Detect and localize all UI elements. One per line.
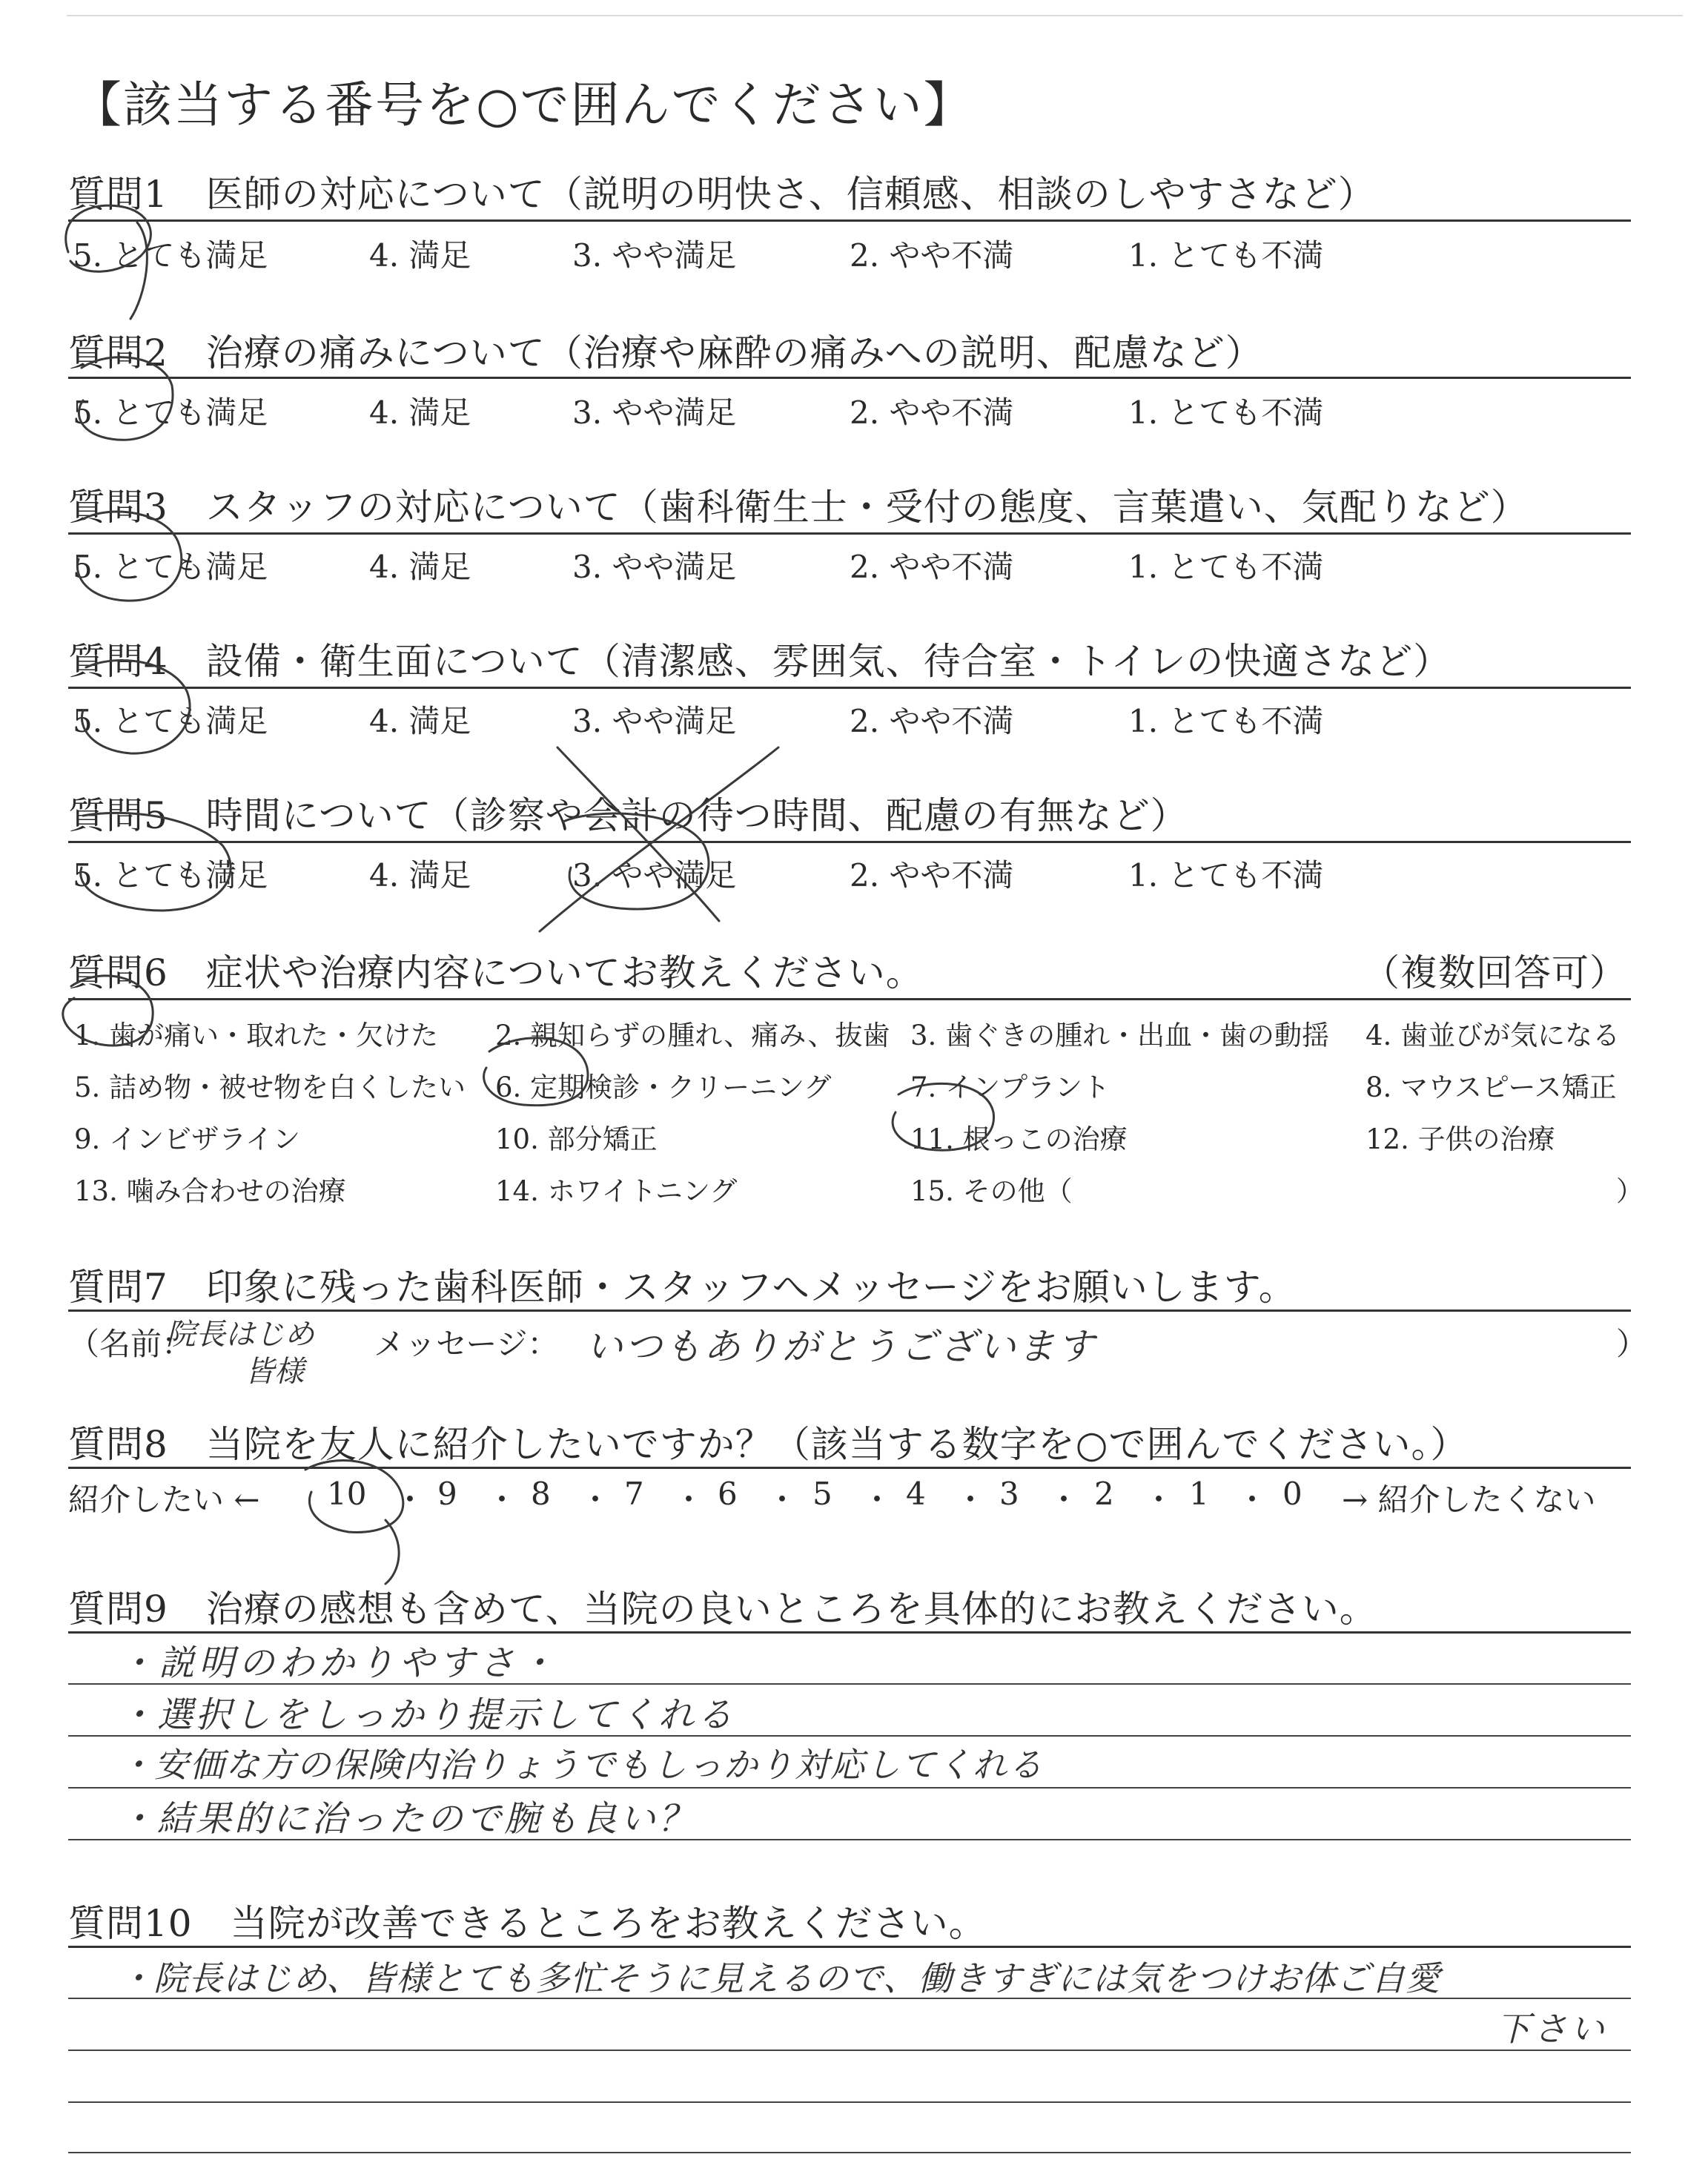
q5-option-2[interactable]: 2. やや不満 [850, 857, 1014, 894]
q5-option-1[interactable]: 1. とても不満 [1128, 857, 1324, 894]
question-10-title: 質問10 当院が改善できるところをお教えください。 [68, 1902, 987, 1945]
q2-option-3[interactable]: 3. やや満足 [572, 394, 737, 431]
q4-option-5[interactable]: 5. とても満足 [73, 703, 268, 739]
q6-item-9[interactable]: 9. インビザライン [74, 1123, 300, 1155]
q5-crossout-x [540, 747, 778, 931]
q3-option-5[interactable]: 5. とても満足 [73, 549, 268, 585]
question-2-title: 質問2 治療の痛みについて（治療や麻酔の痛みへの説明、配慮など） [68, 331, 1263, 374]
question-9-title: 質問9 治療の感想も含めて、当院の良いところを具体的にお教えください。 [68, 1588, 1377, 1631]
q7-name-handwritten-line2: 皆様 [245, 1355, 304, 1389]
q9-answer-2: ・選択しをしっかり提示してくれる [119, 1694, 736, 1736]
q7-name-label: （名前： [68, 1326, 193, 1362]
q8-scale-8[interactable]: 8 [531, 1476, 551, 1512]
q2-option-1[interactable]: 1. とても不満 [1128, 394, 1324, 431]
q1-option-3[interactable]: 3. やや満足 [572, 237, 737, 274]
q8-scale-2[interactable]: 2 [1094, 1476, 1114, 1512]
q8-dot: ・ [767, 1482, 798, 1518]
question-7-title: 質問7 印象に残った歯科医師・スタッフへメッセージをお願いします。 [68, 1266, 1297, 1309]
q1-option-5[interactable]: 5. とても満足 [73, 237, 268, 274]
q2-option-5[interactable]: 5. とても満足 [73, 394, 268, 431]
q8-dot: ・ [1143, 1482, 1175, 1518]
question-8-title: 質問8 当院を友人に紹介したいですか？（該当する数字を○で囲んでください。） [68, 1423, 1469, 1466]
q8-right-label: → 紹介したくない [1342, 1482, 1596, 1518]
q1-option-1[interactable]: 1. とても不満 [1128, 237, 1324, 274]
q4-option-2[interactable]: 2. やや不満 [850, 703, 1014, 739]
q6-item-3[interactable]: 3. 歯ぐきの腫れ・出血・歯の動揺 [910, 1020, 1330, 1051]
q10-answer-line [68, 2101, 1631, 2103]
q6-item-7[interactable]: 7. インプラント [910, 1071, 1110, 1103]
q5-option-4[interactable]: 4. 満足 [369, 857, 471, 894]
q8-dot: ・ [955, 1482, 987, 1518]
question-8-rule [68, 1467, 1631, 1469]
q8-scale-3[interactable]: 3 [999, 1476, 1019, 1512]
q8-dot: ・ [861, 1482, 893, 1518]
q8-dot: ・ [1048, 1482, 1080, 1518]
question-5-rule [68, 841, 1631, 843]
q7-message-handwritten: いつもありがとうございます [586, 1325, 1096, 1368]
q6-item-8[interactable]: 8. マウスピース矯正 [1366, 1071, 1617, 1103]
q10-answer-line [68, 2152, 1631, 2153]
q10-answer-line1: ・院長はじめ、皆様とても多忙そうに見えるので、働きすぎには気をつけお体ご自愛 [119, 1958, 1441, 1998]
q3-option-2[interactable]: 2. やや不満 [850, 549, 1014, 585]
q10-answer-line [68, 2050, 1631, 2051]
q7-name-handwritten-line1: 院長はじめ [166, 1318, 314, 1352]
question-2-rule [68, 377, 1631, 379]
q6-item-6[interactable]: 6. 定期検診・クリーニング [495, 1071, 832, 1103]
question-3-rule [68, 532, 1631, 535]
q6-item-1[interactable]: 1. 歯が痛い・取れた・欠けた [74, 1020, 439, 1051]
q9-answer-3: ・安価な方の保険内治りょうでもしっかり対応してくれる [119, 1745, 1044, 1785]
q8-scale-1[interactable]: 1 [1189, 1476, 1209, 1512]
q3-option-4[interactable]: 4. 満足 [369, 549, 471, 585]
question-10-rule [68, 1946, 1631, 1948]
q8-scale-9[interactable]: 9 [437, 1476, 457, 1512]
page-header: 【該当する番号を○で囲んでください】 [73, 76, 974, 133]
q2-option-2[interactable]: 2. やや不満 [850, 394, 1014, 431]
q10-answer-line2: 下さい [1496, 2009, 1607, 2049]
q6-other-close-paren: ） [1616, 1175, 1644, 1207]
q6-item-10[interactable]: 10. 部分矯正 [495, 1123, 658, 1155]
q6-item-4[interactable]: 4. 歯並びが気になる [1366, 1020, 1621, 1051]
q7-close-paren: ） [1616, 1326, 1648, 1362]
q8-scale-6[interactable]: 6 [718, 1476, 738, 1512]
q1-option-4[interactable]: 4. 満足 [369, 237, 471, 274]
question-9-rule [68, 1631, 1631, 1634]
q8-dot: ・ [394, 1482, 426, 1518]
q6-item-14[interactable]: 14. ホワイトニング [495, 1175, 738, 1207]
q6-item-11[interactable]: 11. 根っこの治療 [910, 1123, 1128, 1155]
q8-scale-0[interactable]: 0 [1282, 1476, 1302, 1512]
q3-option-3[interactable]: 3. やや満足 [572, 549, 737, 585]
q4-option-3[interactable]: 3. やや満足 [572, 703, 737, 739]
q3-option-1[interactable]: 1. とても不満 [1128, 549, 1324, 585]
question-1-title: 質問1 医師の対応について（説明の明快さ、信頼感、相談のしやすさなど） [68, 173, 1376, 216]
q9-answer-4: ・結果的に治ったので腕も良い？ [119, 1798, 698, 1840]
q8-dot: ・ [580, 1482, 612, 1518]
question-6-multiple-note: （複数回答可） [1363, 951, 1627, 994]
q4-option-1[interactable]: 1. とても不満 [1128, 703, 1324, 739]
q8-scale-10[interactable]: 10 [327, 1476, 367, 1512]
q9-answer-line [68, 1787, 1631, 1789]
q8-scale-7[interactable]: 7 [624, 1476, 644, 1512]
q8-scale-5[interactable]: 5 [812, 1476, 833, 1512]
q6-item-12[interactable]: 12. 子供の治療 [1366, 1123, 1555, 1155]
q8-dot: ・ [1237, 1482, 1268, 1518]
question-6-title: 質問6 症状や治療内容についてお教えください。 [68, 951, 924, 994]
q2-option-4[interactable]: 4. 満足 [369, 394, 471, 431]
question-1-rule [68, 219, 1631, 222]
question-3-title: 質問3 スタッフの対応について（歯科衛生士・受付の態度、言葉遣い、気配りなど） [68, 486, 1529, 529]
q1-option-2[interactable]: 2. やや不満 [850, 237, 1014, 274]
q5-option-5[interactable]: 5. とても満足 [73, 857, 268, 894]
q5-option-3[interactable]: 3. やや満足 [572, 857, 737, 894]
q8-dot: ・ [486, 1482, 518, 1518]
q7-message-label: メッセージ： [374, 1326, 559, 1362]
q9-answer-1: ・説明のわかりやすさ・ [119, 1642, 560, 1684]
q6-item-13[interactable]: 13. 噛み合わせの治療 [74, 1175, 346, 1207]
q8-scale-4[interactable]: 4 [906, 1476, 926, 1512]
q4-option-4[interactable]: 4. 満足 [369, 703, 471, 739]
question-6-rule [68, 998, 1631, 1000]
q6-item-2[interactable]: 2. 親知らずの腫れ、痛み、抜歯 [495, 1020, 890, 1051]
question-5-title: 質問5 時間について（診察や会計の待つ時間、配慮の有無など） [68, 794, 1188, 837]
question-4-title: 質問4 設備・衛生面について（清潔感、雰囲気、待合室・トイレの快適さなど） [68, 640, 1452, 683]
q8-dot: ・ [673, 1482, 705, 1518]
question-4-rule [68, 687, 1631, 689]
q6-item-5[interactable]: 5. 詰め物・被せ物を白くしたい [74, 1071, 466, 1103]
q6-item-15[interactable]: 15. その他（ [910, 1175, 1073, 1207]
q8-left-label: 紹介したい ← [68, 1482, 260, 1518]
top-edge-rule [67, 15, 1683, 16]
